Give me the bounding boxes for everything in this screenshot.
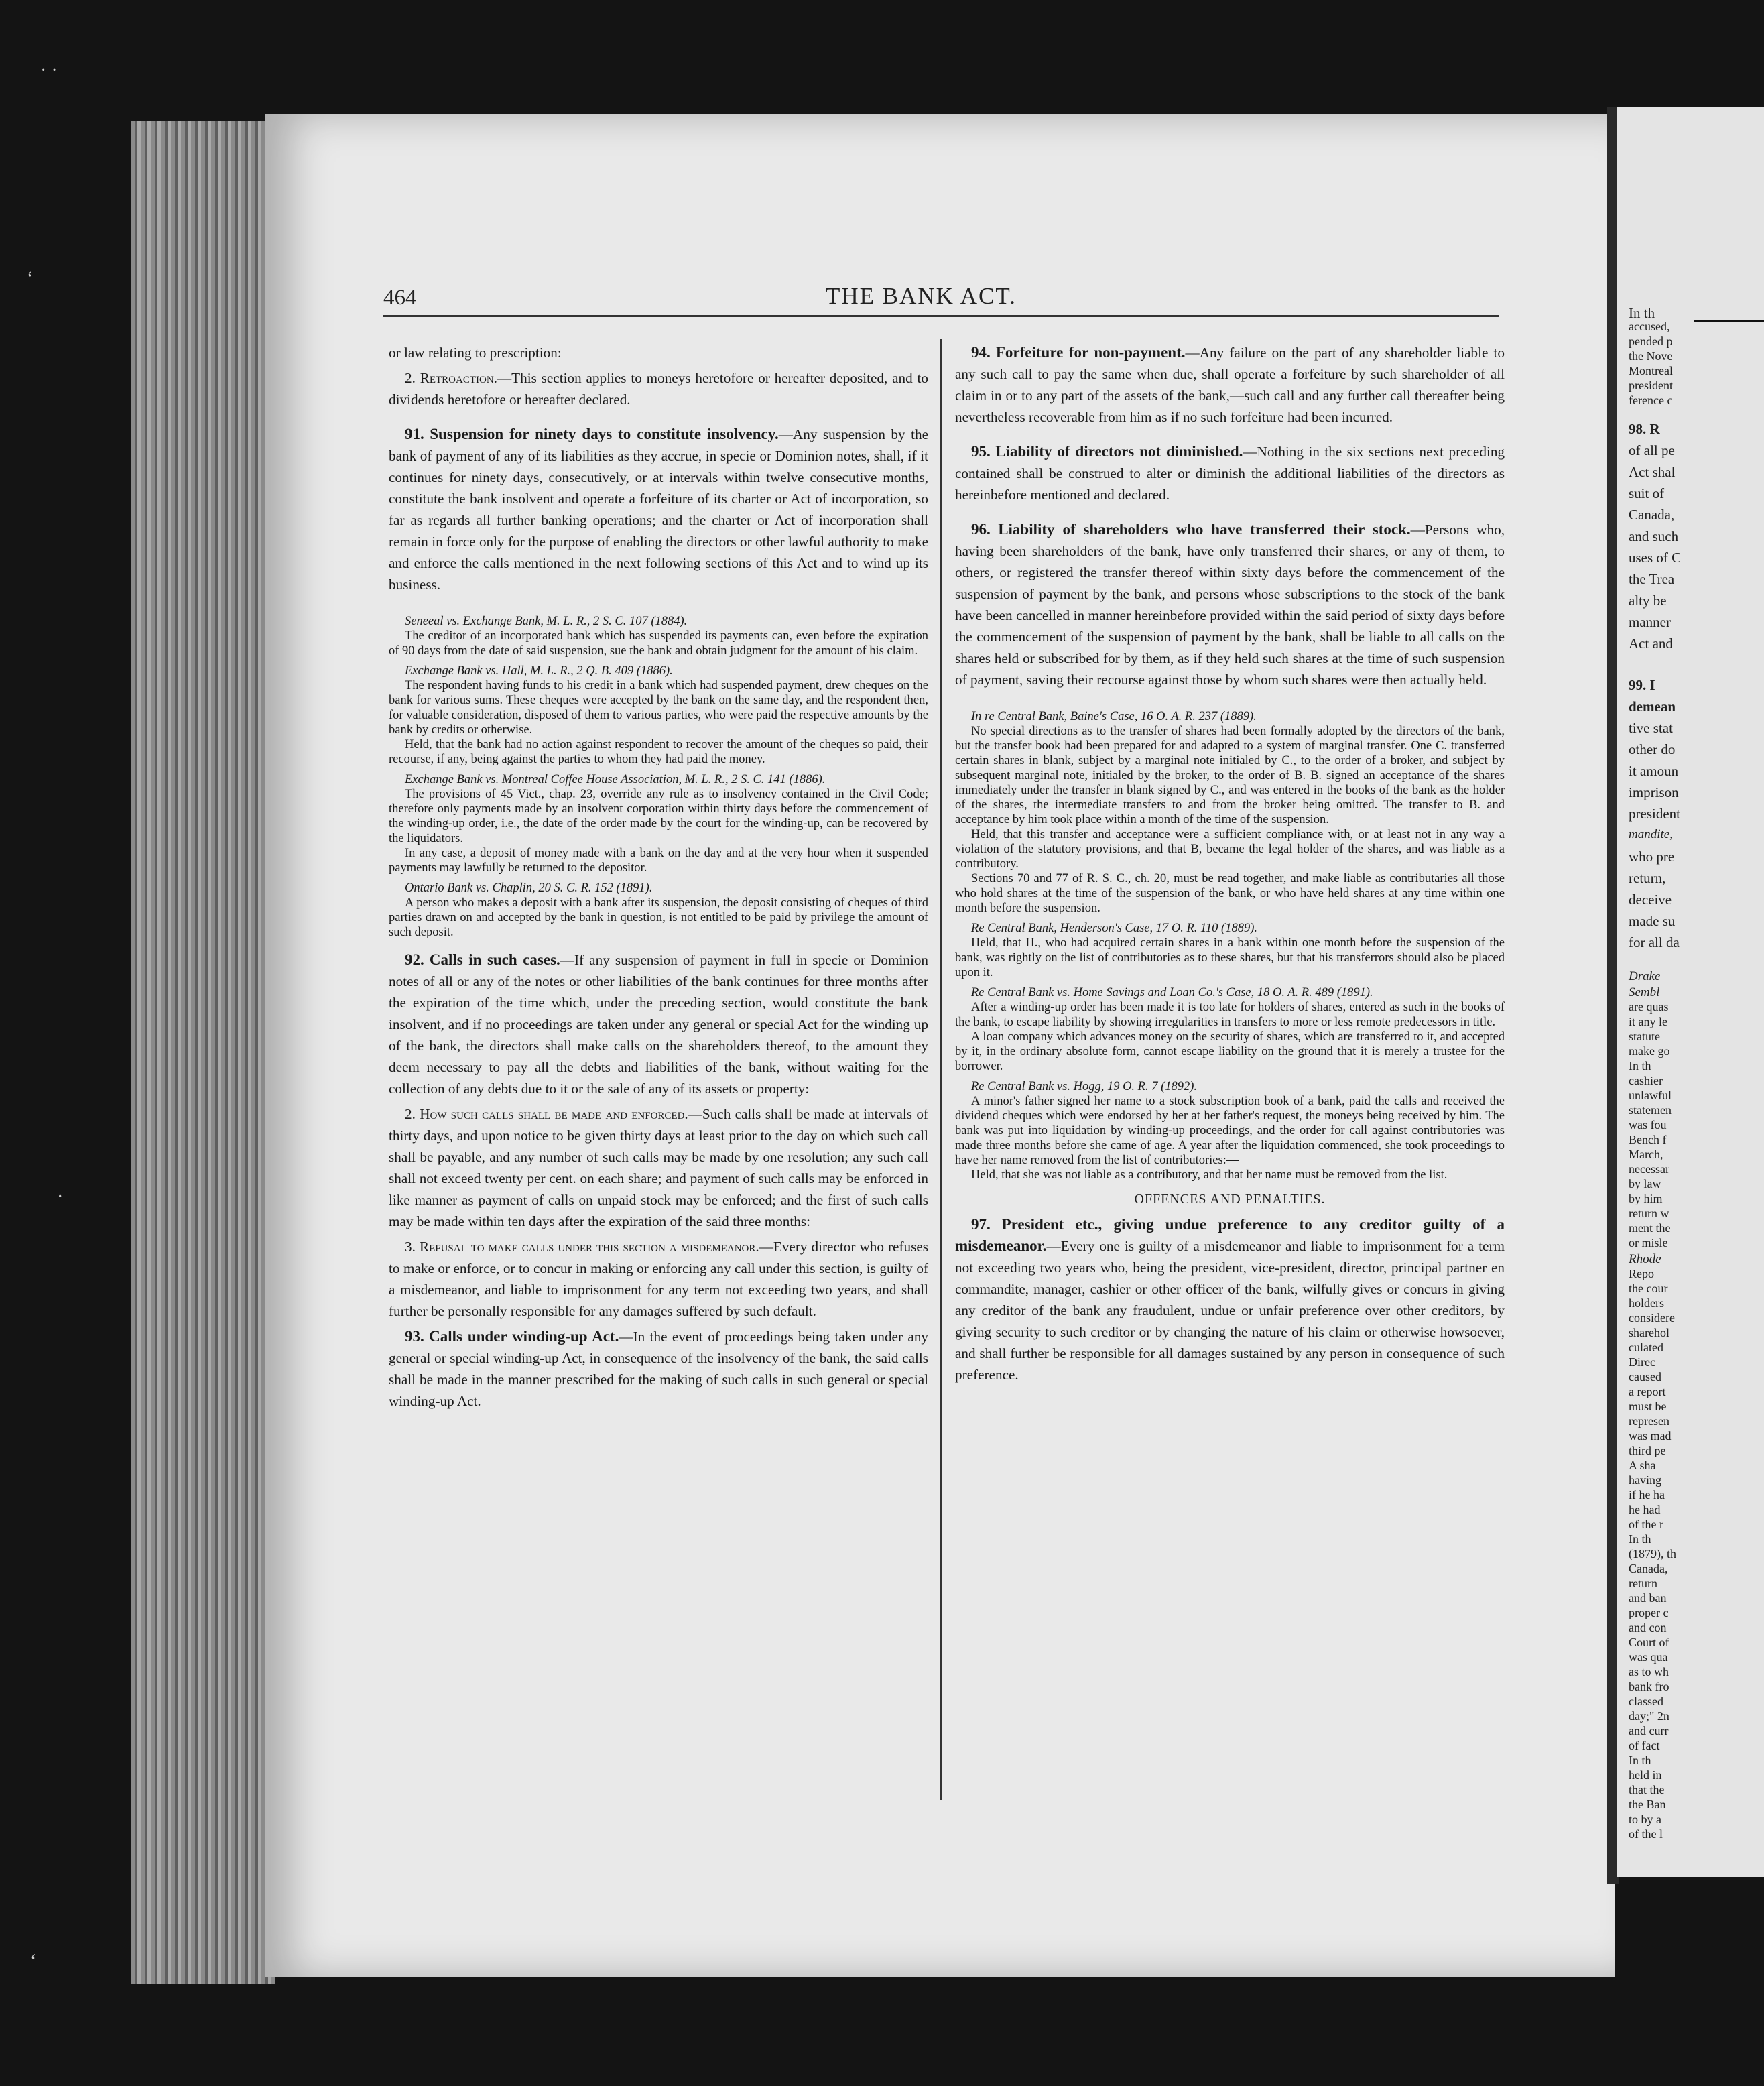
case-citation: Exchange Bank vs. Montreal Coffee House Association, M. L. R., 2 S. C. 141 (1886). [405, 773, 826, 786]
adjacent-page-line: he had [1629, 1503, 1661, 1516]
case-held: Held, that the bank had no action against respondent to recover the amount of the cheques so paid, their recourse, if any, being against the parties to whom they had paid the money. [389, 738, 928, 766]
adjacent-page-line: bank fro [1629, 1680, 1670, 1693]
adjacent-page-line: imprison [1629, 784, 1679, 800]
book-page-edges [131, 121, 275, 1984]
case-citation: Re Central Bank vs. Hogg, 19 O. R. 7 (1892). [971, 1080, 1198, 1093]
adjacent-page-line: president [1629, 379, 1673, 392]
adjacent-page-line: (1879), th [1629, 1547, 1676, 1560]
subsection-92-3: 3. Refusal to make calls under this section a misdemeanor.—Every director who refuses to make or enforce, or to concur in making or enforcing any call under this section, is guilty of a misdemeanor, and liable to imprisonment for any term not exceeding two years, and shall further be personally responsible for any damages suffered by such default. [389, 1239, 928, 1319]
page-number: 464 [383, 286, 417, 310]
adjacent-page-line: statemen [1629, 1103, 1672, 1117]
adjacent-page-line: manner [1629, 614, 1671, 630]
adjacent-page-line: the Nove [1629, 349, 1673, 363]
adjacent-page-line: and such [1629, 528, 1679, 544]
case-citation: Ontario Bank vs. Chaplin, 20 S. C. R. 152 (1891). [405, 881, 653, 895]
film-specks: ʻ [30, 1951, 37, 1971]
adjacent-page-line: In th [1629, 1754, 1651, 1767]
column-rule [940, 339, 942, 1800]
case-held: Held, that H., who had acquired certain shares in a bank within one month before the suspension of the bank, was rightly on the list of contributories as to these shares, but that his transferrors should also be placed upon it. [955, 936, 1505, 979]
adjacent-page-line: necessar [1629, 1162, 1670, 1176]
adjacent-page-line: considere [1629, 1311, 1675, 1325]
adjacent-page-line: the Trea [1629, 571, 1675, 587]
case-note: The respondent having funds to his credit in a bank which had suspended payment, drew cheques on the bank for various sums. These cheques were accepted by the bank on the same day, and the respondent then, for valuable consideration, disposed of them to various parties, who were paid the respective amounts by the bank by credits or otherwise. [389, 679, 928, 737]
adjacent-page-line: return, [1629, 870, 1666, 886]
adjacent-page-line: March, [1629, 1148, 1663, 1161]
adjacent-page-line: was qua [1629, 1650, 1668, 1664]
adjacent-page-line: made su [1629, 913, 1676, 929]
offences-heading: OFFENCES AND PENALTIES. [1134, 1192, 1326, 1207]
case-note: In any case, a deposit of money made with a bank on the day and at the very hour when it suspended payments may lawfully be returned to the depositor. [389, 847, 928, 875]
adjacent-page-line: or misle [1629, 1236, 1668, 1249]
adjacent-page-line: caused [1629, 1370, 1661, 1384]
adjacent-page-line: 98. R [1629, 421, 1660, 437]
adjacent-page-line: ference c [1629, 393, 1673, 407]
adjacent-page-line: was mad [1629, 1429, 1672, 1443]
case-citation: Re Central Bank vs. Home Savings and Loan Co.'s Case, 18 O. A. R. 489 (1891). [971, 986, 1373, 999]
adjacent-page-line: to by a [1629, 1813, 1661, 1826]
adjacent-page-line: as to wh [1629, 1665, 1669, 1678]
adjacent-page-line: of all pe [1629, 442, 1675, 458]
case-note: Sections 70 and 77 of R. S. C., ch. 20, must be read together, and make liable as contributaries all those who hold shares at the time of the suspension of the bank, or who have held shares at any time within one month before the suspension. [955, 872, 1505, 915]
adjacent-page-line: for all da [1629, 934, 1680, 950]
adjacent-page-line: Act and [1629, 635, 1673, 652]
adjacent-page-rule [1694, 320, 1764, 322]
case-citation: Re Central Bank, Henderson's Case, 17 O. R. 110 (1889). [971, 922, 1257, 935]
adjacent-page-line: suit of [1629, 485, 1665, 501]
adjacent-page-line: day;" 2n [1629, 1709, 1670, 1723]
adjacent-page-line: Canada, [1629, 507, 1675, 523]
film-specks: · [57, 1186, 64, 1207]
case-note: A minor's father signed her name to a stock subscription book of a bank, paid the calls and received the dividend cheques which were endorsed by her at her father's request, the moneys being received by him. The bank was put into liquidation by winding-up proceedings, and the order for call against contributories was made three months before she came of age. A year after the liquidation commenced, she took proceedings to have her name removed from the list of contributories:— [955, 1095, 1505, 1167]
section-92: 92. Calls in such cases.—If any suspension of payment in full in specie or Dominion notes of all or any of the notes or other liabilities of the bank continues for three months after the expiration of the time which, under the preceding section, would constitute the bank insolvent, and if no proceedings are taken under any general or special Act for the winding up of the bank, the directors shall make calls on the shareholders thereof, to the amount they deem necessary to pay all the debts and liabilities of the bank, without waiting for the collection of any debts due to it or the sale of any of its assets or property: [389, 951, 929, 1097]
adjacent-page-line: if he ha [1629, 1488, 1665, 1501]
left-column [389, 342, 928, 1416]
adjacent-page-line: was fou [1629, 1118, 1667, 1131]
adjacent-page-line: Repo [1629, 1267, 1654, 1280]
adjacent-page-line: must be [1629, 1400, 1667, 1413]
adjacent-page-line: classed [1629, 1695, 1663, 1708]
adjacent-page-line: Bench f [1629, 1133, 1667, 1146]
adjacent-page-line: unlawful [1629, 1089, 1672, 1102]
adjacent-page-line: a report [1629, 1385, 1666, 1398]
adjacent-page-line: Court of [1629, 1636, 1670, 1649]
case-note: A person who makes a deposit with a bank after its suspension, the deposit consisting of cheques of third parties drawn on and accepted by the bank in question, is not entitled to be paid by privilege the amount of such deposit. [389, 896, 928, 939]
adjacent-page-line: Act shal [1629, 464, 1676, 480]
adjacent-page-line: held in [1629, 1768, 1662, 1782]
adjacent-page-line: make go [1629, 1044, 1670, 1058]
adjacent-page-line: Sembl [1629, 985, 1660, 999]
subsection-2-retroaction: 2. Retroaction.—This section applies to moneys heretofore or hereafter deposited, and to dividends heretofore or hereafter declared. [389, 370, 928, 408]
subsection-92-2: 2. How such calls shall be made and enforced.—Such calls shall be made at intervals of thirty days, and upon notice to be given thirty days at least prior to the day on which such call shall be payable, and any number of such calls may be made by one resolution; any such call shall not exceed twenty per cent. on each share; and payment of such calls may be enforced in like manner as payment of calls on unpaid stock may be enforced; and the first of such calls may be made within ten days after the expiration of the said three months: [389, 1106, 928, 1229]
adjacent-page-line: In th [1629, 305, 1655, 321]
adjacent-page-line: of the l [1629, 1827, 1663, 1841]
adjacent-page-line: proper c [1629, 1606, 1669, 1619]
adjacent-page-line: Rhode [1629, 1252, 1661, 1266]
adjacent-page-line: Canada, [1629, 1562, 1668, 1575]
case-note: No special directions as to the transfer of shares had been formally adopted by the directors of the bank, but the transfer book had been prepared for and adapted to a system of marginal transfer. One C. transferred certain shares in blank, subject by a marginal note initialed by C., to the order of a broker, and subject by subsequent marginal note, initialed by the broker, to the order of B. B. signed an acceptance of the shares immediately under the transfer in blank signed by C., and was entered in the books of the bank as the holder of the shares, the intermediate transfers to and from the broker being omitted. The transfer to B. and acceptance by him took place within a month of the time of the suspension. [955, 725, 1505, 826]
adjacent-page-fragment [1617, 107, 1764, 1877]
adjacent-page-line: other do [1629, 741, 1676, 757]
page-header [383, 280, 1503, 320]
section-94: 94. Forfeiture for non-payment.—Any failure on the part of any shareholder liable to any such call to pay the same when due, shall operate a forfeiture by such shareholder of all claim in or to any part of the assets of the bank,—such call and any further call thereafter being nevertheless recoverable from him as if no such forfeiture had been incurred. [955, 344, 1505, 425]
case-held: Held, that she was not liable as a contributory, and that her name must be removed from the list. [971, 1168, 1448, 1182]
case-note: The creditor of an incorporated bank which has suspended its payments can, even before the expiration of 90 days from the date of said suspension, sue the bank and obtain judgment for the amount of his claim. [389, 629, 928, 658]
case-note: The provisions of 45 Vict., chap. 23, override any rule as to insolvency contained in the Civil Code; therefore only payments made by an insolvent corporation within thirty days before the commencement of the winding-up order, i.e., the date of the order made by the court for the winding-up, can be recovered by the liquidators. [389, 788, 928, 845]
adjacent-page-line: and con [1629, 1621, 1667, 1634]
adjacent-page-line: Direc [1629, 1355, 1655, 1369]
adjacent-page-line: Drake [1629, 969, 1661, 983]
adjacent-page-line: In th [1629, 1059, 1651, 1072]
adjacent-page-line: sharehol [1629, 1326, 1670, 1339]
adjacent-page-line: pended p [1629, 334, 1673, 348]
case-note: A loan company which advances money on the security of shares, which are transferred to it, and accepted by it, in the ordinary absolute form, cannot escape liability on the ground that it is merely a trustee for the borrower. [955, 1030, 1505, 1073]
adjacent-page-line: having [1629, 1473, 1661, 1487]
adjacent-page-line: ment the [1629, 1221, 1671, 1235]
adjacent-page-line: who pre [1629, 849, 1675, 865]
adjacent-page-line: accused, [1629, 320, 1670, 333]
adjacent-page-line: cashier [1629, 1074, 1663, 1087]
right-column [955, 342, 1505, 1390]
film-specks: · · [40, 60, 58, 81]
adjacent-page-line: demean [1629, 698, 1676, 715]
running-head: THE BANK ACT. [826, 283, 1017, 309]
adjacent-page-line: return w [1629, 1207, 1670, 1220]
section-97: 97. President etc., giving undue preference to any creditor guilty of a misdemeanor.—Every one is guilty of a misdemeanor and liable to imprisonment for a term not exceeding two years who, being the president, vice-president, director, principal partner en commandite, manager, cashier or other officer of the bank, wilfully gives or concurs in giving any creditor of the bank any fraudulent, undue or unfair preference over other creditors, by giving security to such creditor or by changing the nature of his claim or otherwise howsoever, and shall further be responsible for all damages sustained by any person in consequence of such preference. [955, 1216, 1505, 1383]
section-93: 93. Calls under winding-up Act.—In the event of proceedings being taken under any general or special winding-up Act, in consequence of the insolvency of the bank, the said calls shall be made in the manner prescribed for the making of such calls in such general or special winding-up Act. [389, 1328, 929, 1409]
adjacent-page-line: return [1629, 1577, 1657, 1590]
adjacent-page-line: by him [1629, 1192, 1663, 1205]
section-96: 96. Liability of shareholders who have transferred their stock.—Persons who, having been shareholders of the bank, have only transferred their shares, or any of them, to others, or registered the transfer thereof within sixty days before the commencement of the suspension of payment by the bank, and persons whose subscriptions to the stock of the bank have been cancelled in manner hereinbefore provided within the said period of sixty days before the commencement of the suspension of payment by the bank, shall be liable to all calls on the shares held or subscribed for by them, as if they held such shares at the time of such suspension of payment, saving their recourse against those by whom such shares were then actually held. [955, 521, 1505, 688]
case-citation: Seneeal vs. Exchange Bank, M. L. R., 2 S. C. 107 (1884). [405, 615, 688, 628]
adjacent-page-line: the cour [1629, 1282, 1668, 1295]
adjacent-page-line: 99. I [1629, 677, 1655, 693]
adjacent-page-line: represen [1629, 1414, 1670, 1428]
case-citation: In re Central Bank, Baine's Case, 16 O. A. R. 237 (1889). [971, 710, 1257, 723]
case-citation: Exchange Bank vs. Hall, M. L. R., 2 Q. B. 409 (1886). [405, 664, 673, 678]
section-95: 95. Liability of directors not diminished.—Nothing in the six sections next preceding contained shall be construed to alter or diminish the additional liabilities of the directors as hereinbefore mentioned and declared. [955, 443, 1505, 503]
adjacent-page-line: In th [1629, 1532, 1651, 1546]
case-note: After a winding-up order has been made it is too late for holders of shares, entered as such in the books of the bank, to escape liability by showing irregularities in transfers to more or less remote predecessors in title. [955, 1001, 1505, 1029]
adjacent-page-line: that the [1629, 1783, 1665, 1796]
case-held: Held, that this transfer and acceptance were a sufficient compliance with, or at least not in any way a violation of the statutory provisions, and that B, became the legal holder of the shares, and was liable as a contributory. [955, 828, 1505, 871]
adjacent-page-line: A sha [1629, 1459, 1656, 1472]
adjacent-page-line: and curr [1629, 1724, 1669, 1737]
section-91: 91. Suspension for ninety days to constitute insolvency.—Any suspension by the bank of payment of any of its liabilities as they accrue, in specie or Dominion notes, shall, if it continues for ninety days, consecutively, or at intervals within twelve consecutive months, constitute the bank insolvent and operate a forfeiture of its charter or Act of incorporation, so far as regards all further banking operations; and the charter or Act of incorporation shall remain in force only for the purpose of enabling the directors or other lawful authority to make and enforce the calls mentioned in the next following sections of this Act and to wind up its business. [389, 426, 929, 593]
adjacent-page-line: the Ban [1629, 1798, 1666, 1811]
adjacent-page-line: president [1629, 806, 1680, 822]
adjacent-page-line: statute [1629, 1030, 1660, 1043]
adjacent-page-line: are quas [1629, 1000, 1669, 1014]
adjacent-page-line: of fact [1629, 1739, 1660, 1752]
adjacent-page-line: holders [1629, 1296, 1664, 1310]
film-specks: ʻ [27, 268, 34, 289]
adjacent-page-line: and ban [1629, 1591, 1667, 1605]
adjacent-page-line: Montreal [1629, 364, 1673, 377]
adjacent-page-line: third pe [1629, 1444, 1666, 1457]
adjacent-page-line: it any le [1629, 1015, 1667, 1028]
adjacent-page-line: uses of C [1629, 550, 1682, 566]
adjacent-page-line: of the r [1629, 1518, 1663, 1531]
adjacent-page-line: tive stat [1629, 720, 1673, 736]
adjacent-page-line: alty be [1629, 593, 1667, 609]
adjacent-page-line: deceive [1629, 892, 1672, 908]
adjacent-page-line: mandite, [1629, 827, 1673, 841]
adjacent-page-line: it amoun [1629, 763, 1679, 779]
adjacent-page-line: by law [1629, 1177, 1661, 1190]
paragraph: or law relating to prescription: [389, 345, 562, 361]
adjacent-page-line: culated [1629, 1341, 1663, 1354]
header-rule [383, 315, 1499, 317]
